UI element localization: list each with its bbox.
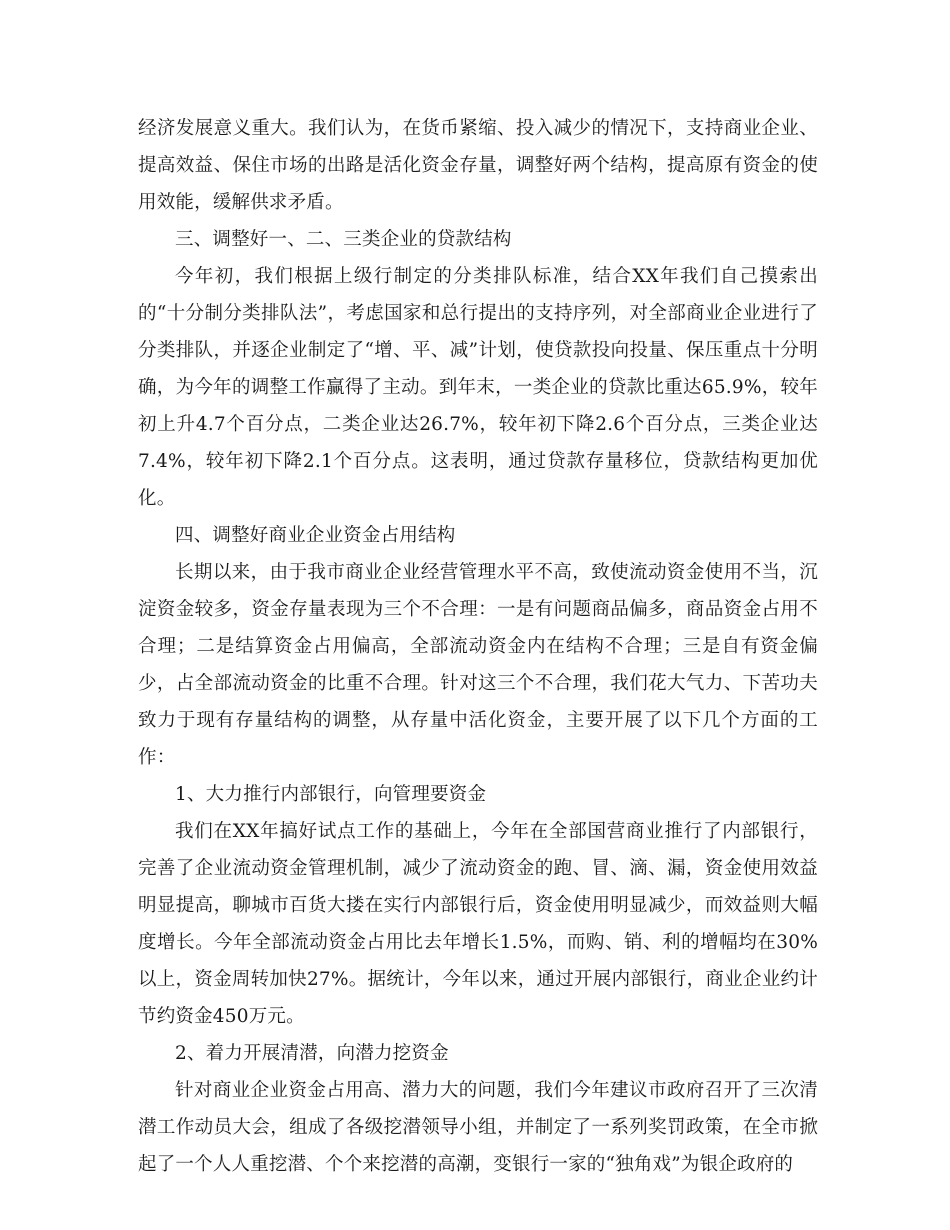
paragraph-potential: 针对商业企业资金占用高、潜力大的问题，我们今年建议市政府召开了三次清潜工作动员大会，组成了各级挖潜领导小组，并制定了一系列奖罚政策，在全市掀起了一个人人重挖潜、个个来挖潜的高潮，变银行一家的“独角戏”为银企政府的 (138, 1080, 818, 1175)
paragraph-continuation: 经济发展意义重大。我们认为，在货币紧缩、投入减少的情况下，支持商业企业、提高效益、保住市场的出路是活化资金存量，调整好两个结构，提高原有资金的使用效能，缓解供求矛盾。 (138, 118, 818, 213)
section-heading-four: 四、调整好商业企业资金占用结构 (175, 525, 456, 546)
subheading-internal-bank: 1、大力推行内部银行，向管理要资金 (175, 784, 487, 805)
paragraph-loan-structure: 今年初，我们根据上级行制定的分类排队标准，结合XX年我们自己摸索出的“十分制分类排队法”，考虑国家和总行提出的支持序列，对全部商业企业进行了分类排队，并逐企业制定了“增、平、减”计划，使贷款投向投量、保压重点十分明确，为今年的调整工作赢得了主动。到年末，一类企业的贷款比重达65.9%，较年初上升4.7个百分点，二类企业达26.7%，较年初下降2.6个百分点，三类企业达7.4%，较年初下降2.1个百分点。这表明，通过贷款存量移位，贷款结构更加优化。 (138, 266, 818, 509)
subheading-potential: 2、着力开展清潜，向潜力挖资金 (175, 1043, 449, 1064)
section-heading-three: 三、调整好一、二、三类企业的贷款结构 (175, 229, 512, 250)
paragraph-capital-structure: 长期以来，由于我市商业企业经营管理水平不高，致使流动资金使用不当，沉淀资金较多，资金存量表现为三个不合理：一是有问题商品偏多，商品资金占用不合理；二是结算资金占用偏高，全部流动资金内在结构不合理；三是自有资金偏少，占全部流动资金的比重不合理。针对这三个不合理，我们花大气力、下苦功夫致力于现有存量结构的调整，从存量中活化资金，主要开展了以下几个方面的工作： (138, 562, 818, 768)
paragraph-internal-bank: 我们在XX年搞好试点工作的基础上，今年在全部国营商业推行了内部银行，完善了企业流动资金管理机制，减少了流动资金的跑、冒、滴、漏，资金使用效益明显提高，聊城市百货大搂在实行内部银行后，资金使用明显减少，而效益则大幅度增长。今年全部流动资金占用比去年增长1.5%，而购、销、利的增幅均在30%以上，资金周转加快27%。据统计，今年以来，通过开展内部银行，商业企业约计节约资金450万元。 (138, 821, 818, 1027)
document-body (138, 110, 818, 1183)
